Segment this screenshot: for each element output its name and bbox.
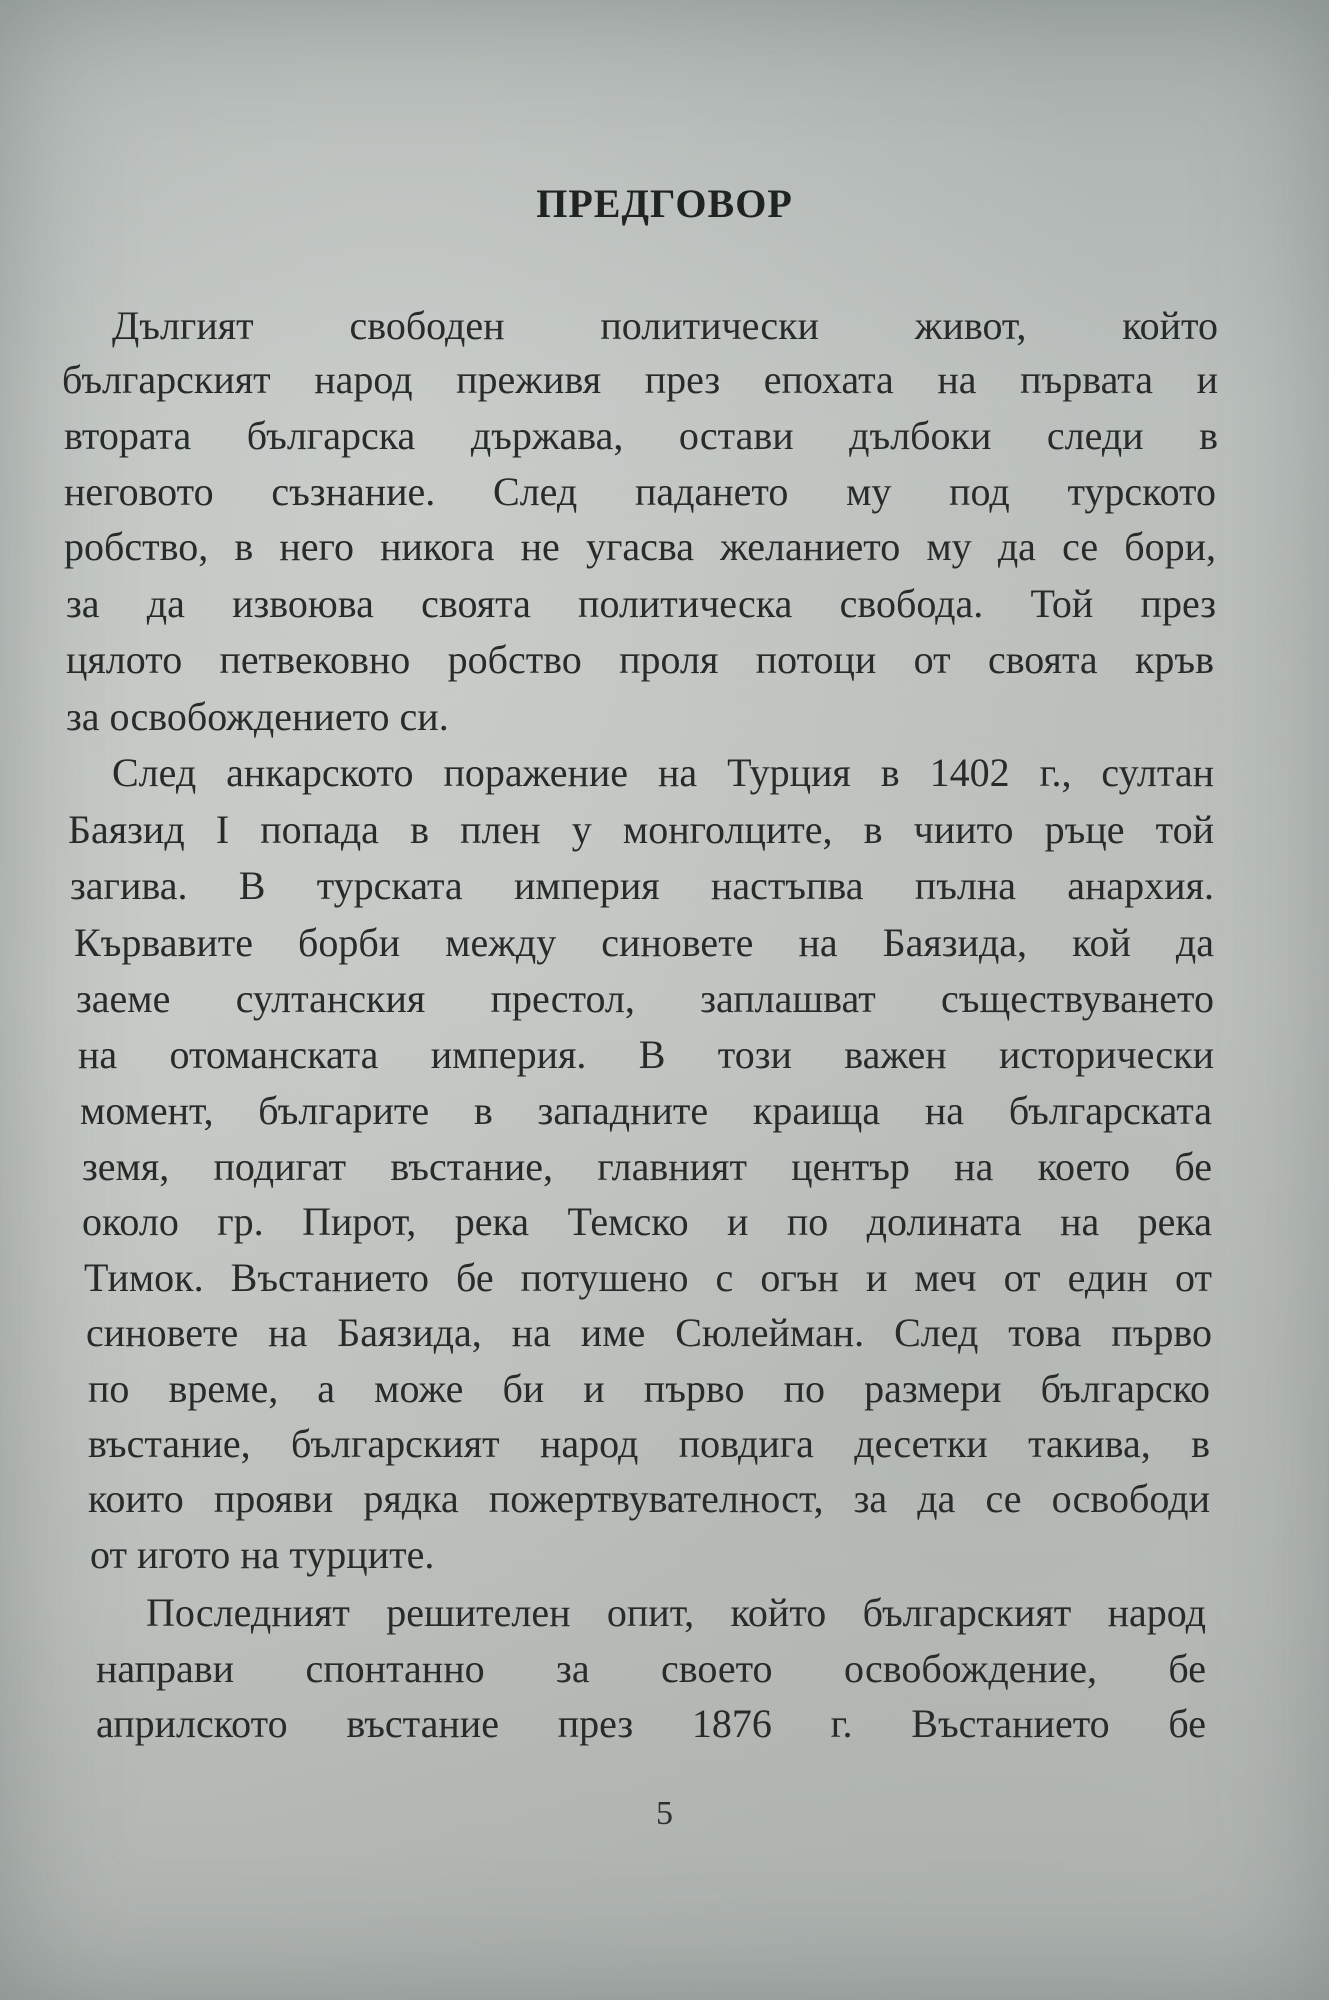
text-line: на отоманската империя. В този важен исторически (78, 1032, 1214, 1077)
text-line: за да извоюва своята политическа свобода. Той през (66, 581, 1216, 626)
text-line: които прояви рядка пожертвувателност, за да се освободи (88, 1476, 1210, 1521)
text-line: за освобождението си. (66, 694, 449, 739)
text-line: робство, в него никога не угасва желанието му да се бори, (64, 524, 1216, 569)
text-line: по време, а може би и първо по размери българско (88, 1366, 1210, 1411)
text-line: Последният решителен опит, който българският народ (146, 1590, 1206, 1635)
text-line: Кървавите борби между синовете на Баязида, кой да (74, 920, 1214, 965)
text-line: Баязид I попада в плен у монголците, в чиито ръце той (68, 807, 1214, 852)
text-line: неговото съзнание. След падането му под турското (64, 469, 1216, 514)
text-line: цялото петвековно робство проля потоци от своята кръв (66, 637, 1214, 682)
text-line: втората българска държава, остави дълбоки следи в (64, 413, 1218, 458)
text-line: момент, българите в западните краища на българската (80, 1088, 1212, 1133)
page-title: ПРЕДГОВОР (536, 181, 793, 226)
text-line: синовете на Баязида, на име Сюлейман. След това първо (86, 1310, 1212, 1355)
text-line: българският народ преживя през епохата на първата и (62, 357, 1218, 402)
text-line: въстание, българският народ повдига десетки такива, в (88, 1421, 1210, 1466)
page-number: 5 (656, 1795, 673, 1832)
text-line: земя, подигат въстание, главният център на което бе (82, 1144, 1212, 1189)
text-line: След анкарското поражение на Турция в 1402 г., султан (112, 750, 1214, 795)
text-line: загива. В турската империя настъпва пълна анархия. (70, 863, 1214, 908)
text-line: Тимок. Въстанието бе потушено с огън и меч от един от (84, 1255, 1212, 1300)
text-line: Дългият свободен политически живот, който (112, 303, 1218, 348)
text-line: направи спонтанно за своето освобождение, бе (96, 1646, 1206, 1691)
text-line: заеме султанския престол, заплашват съществуването (76, 976, 1214, 1021)
text-line: от игото на турците. (90, 1532, 435, 1577)
text-line: около гр. Пирот, река Темско и по долината на река (82, 1199, 1212, 1244)
text-line: априлското въстание през 1876 г. Въстанието бе (96, 1701, 1206, 1746)
